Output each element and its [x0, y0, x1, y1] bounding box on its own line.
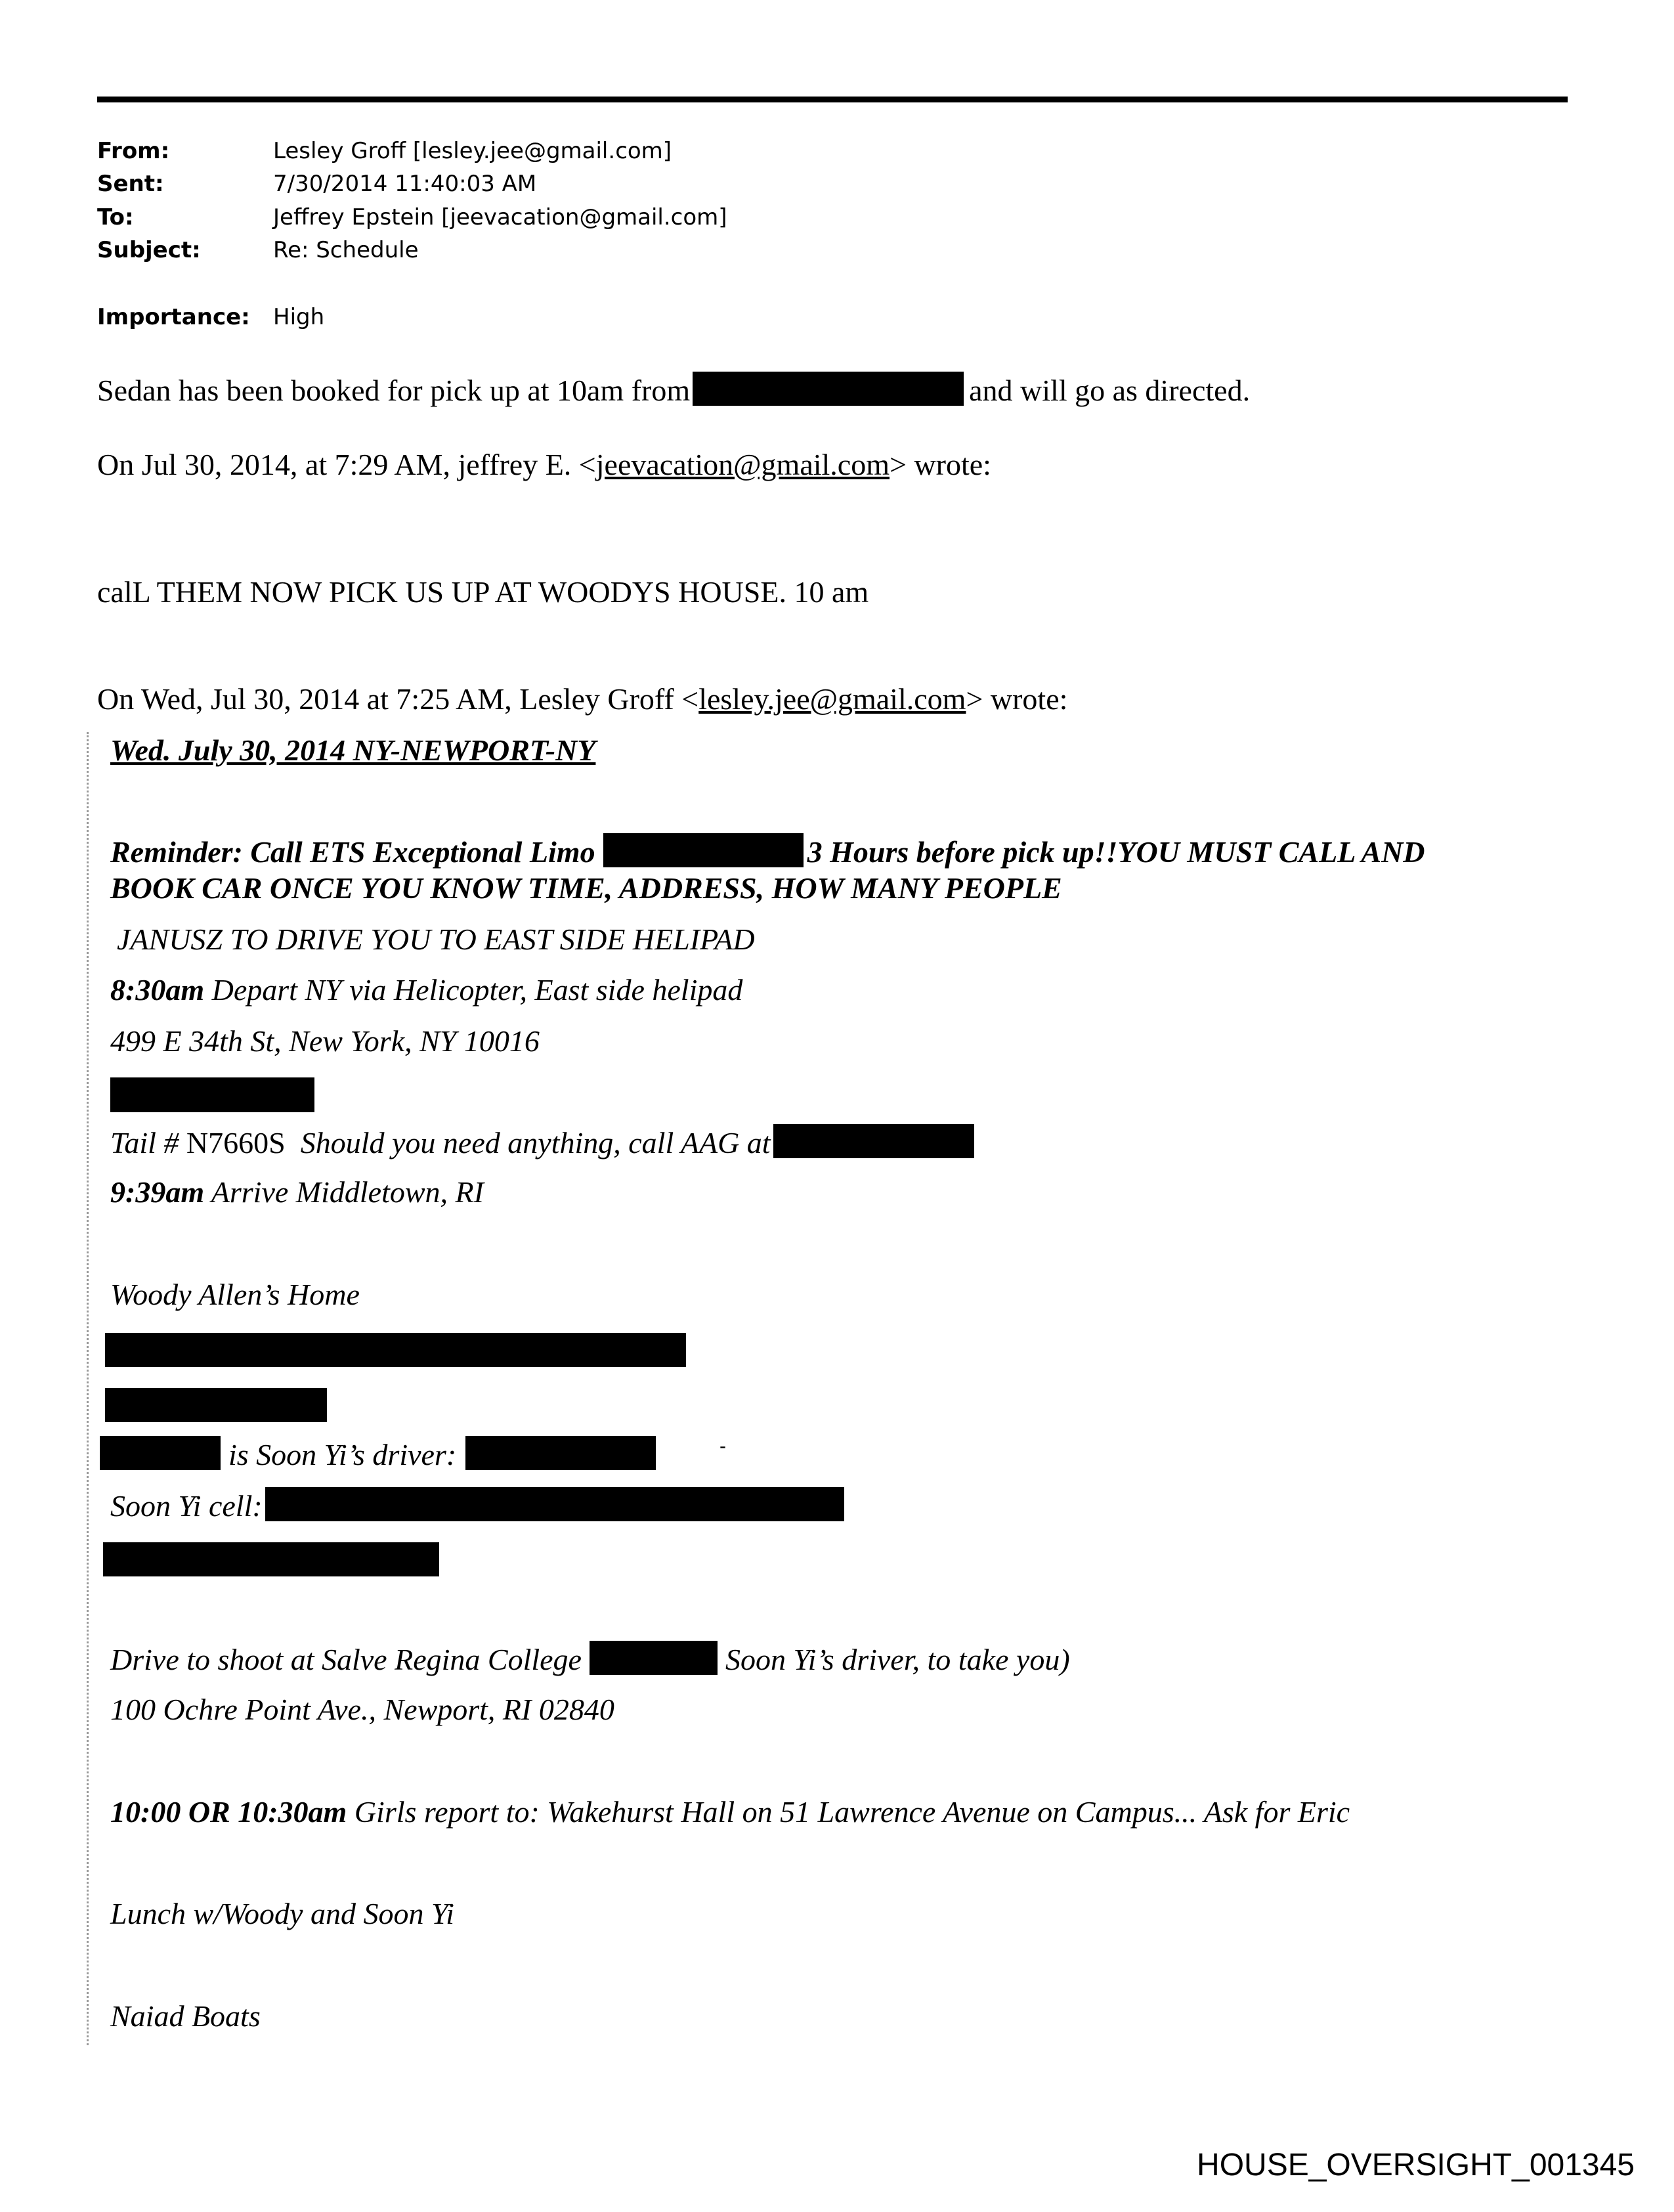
importance-label: Importance: [97, 304, 250, 330]
redaction-box [103, 1542, 439, 1576]
arrive-time: 9:39am [110, 1175, 205, 1209]
soonyi-cell-label: Soon Yi cell: [110, 1489, 263, 1523]
redaction-box [265, 1487, 844, 1521]
redaction-box [603, 833, 804, 867]
redaction-box [693, 372, 964, 406]
tail-number: N7660S [186, 1126, 286, 1160]
quote2-suffix: > wrote: [966, 682, 1068, 716]
tail-prefix: Tail # [110, 1126, 179, 1160]
importance-value: High [273, 304, 325, 330]
college-address: 100 Ochre Point Ave., Newport, RI 02840 [110, 1693, 614, 1726]
reminder-line-1 [110, 833, 1425, 870]
janusz-note: JANUSZ TO DRIVE YOU TO EAST SIDE HELIPAD [117, 922, 755, 956]
redaction-box [590, 1641, 718, 1675]
to-label: To: [97, 204, 134, 230]
quote-bar [87, 732, 89, 2045]
driver-text: is Soon Yi’s driver: [228, 1438, 457, 1471]
quote1-suffix: > wrote: [890, 448, 991, 481]
reply-text-start: Sedan has been booked for pick up at 10am from [97, 374, 691, 407]
arrive-line [110, 1175, 484, 1210]
helipad-address: 499 E 34th St, New York, NY 10016 [110, 1024, 540, 1058]
instruction-text: calL THEM NOW PICK US UP AT WOODYS HOUSE. 10 am [97, 575, 869, 609]
from-value: Lesley Groff [lesley.jee@gmail.com] [273, 138, 672, 164]
to-value: Jeffrey Epstein [jeevacation@gmail.com] [273, 204, 727, 230]
redaction-box [773, 1124, 974, 1158]
reminder-text-end: 3 Hours before pick up!!YOU MUST CALL AND [807, 835, 1425, 869]
quote2-prefix: On Wed, Jul 30, 2014 at 7:25 AM, Lesley Groff < [97, 682, 699, 716]
quote2-email-link[interactable]: lesley.jee@gmail.com [698, 682, 966, 716]
drive-line [110, 1641, 1070, 1678]
sent-label: Sent: [97, 171, 164, 197]
drive-text-start: Drive to shoot at Salve Regina College [110, 1643, 582, 1676]
driver-line [100, 1436, 656, 1473]
tail-text: Should you need anything, call AAG at [300, 1126, 771, 1160]
redaction-box [100, 1436, 221, 1470]
redaction-box [105, 1388, 327, 1422]
quote2-attribution [97, 682, 1067, 717]
reminder-line-2: BOOK CAR ONCE YOU KNOW TIME, ADDRESS, HOW MANY PEOPLE [110, 871, 1062, 905]
reminder-text-start: Reminder: Call ETS Exceptional Limo [110, 835, 595, 869]
depart-line [110, 972, 742, 1008]
from-label: From: [97, 138, 170, 164]
girls-report-line [110, 1794, 1350, 1830]
quote1-attribution [97, 447, 991, 483]
redaction-box [105, 1333, 686, 1367]
depart-text: Depart NY via Helicopter, East side helipad [211, 973, 743, 1007]
arrive-text: Arrive Middletown, RI [211, 1175, 484, 1209]
reply-line [97, 372, 1250, 408]
quote1-prefix: On Jul 30, 2014, at 7:29 AM, jeffrey E. < [97, 448, 596, 481]
boats-line: Naiad Boats [110, 1999, 261, 2033]
reply-text-end: and will go as directed. [969, 374, 1251, 407]
subject-label: Subject: [97, 237, 201, 263]
subject-value: Re: Schedule [273, 237, 419, 263]
redaction-box [465, 1436, 656, 1470]
redaction-box [110, 1077, 314, 1112]
soonyi-cell-line [110, 1487, 844, 1524]
bates-number: HOUSE_OVERSIGHT_001345 [1197, 2148, 1635, 2182]
depart-time: 8:30am [110, 973, 205, 1007]
woody-home-label: Woody Allen’s Home [110, 1278, 360, 1311]
driver-dash: - [719, 1435, 726, 1457]
girls-text: Girls report to: Wakehurst Hall on 51 Lawrence Avenue on Campus... Ask for Eric [354, 1795, 1350, 1829]
drive-text-end: Soon Yi’s driver, to take you) [725, 1643, 1070, 1676]
lunch-line: Lunch w/Woody and Soon Yi [110, 1897, 454, 1930]
tail-line [110, 1124, 974, 1161]
top-rule [97, 97, 1568, 102]
schedule-title: Wed. July 30, 2014 NY-NEWPORT-NY [110, 733, 596, 767]
sent-value: 7/30/2014 11:40:03 AM [273, 171, 537, 197]
girls-time: 10:00 OR 10:30am [110, 1795, 347, 1829]
quote1-email-link[interactable]: jeevacation@gmail.com [595, 448, 890, 481]
